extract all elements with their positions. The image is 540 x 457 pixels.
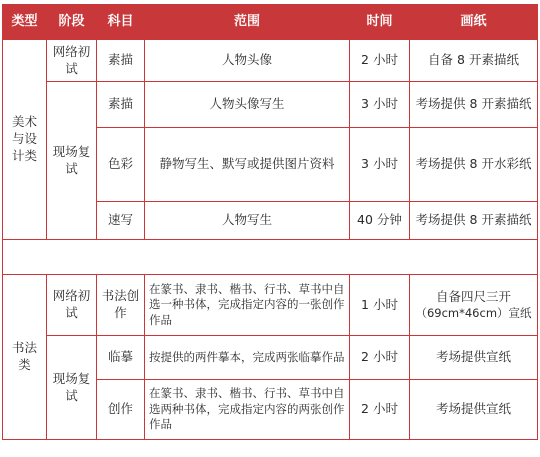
scope-cell: 静物写生、默写或提供图片资料 — [145, 128, 350, 202]
header-stage: 阶段 — [47, 5, 97, 40]
category-calligraphy: 书法类 — [3, 275, 47, 440]
spacer-cell — [3, 240, 538, 275]
time-cell: 2 小时 — [350, 40, 410, 82]
stage-online: 网络初试 — [47, 275, 97, 336]
scope-cell: 按提供的两件摹本，完成两张临摹作品 — [145, 336, 350, 380]
paper-cell: 考场提供宣纸 — [410, 380, 538, 440]
time-cell: 2 小时 — [350, 380, 410, 440]
table-header-row — [3, 5, 538, 40]
subject-cell: 素描 — [97, 40, 145, 82]
paper-cell: 考场提供宣纸 — [410, 336, 538, 380]
time-cell: 2 小时 — [350, 336, 410, 380]
header-subject: 科目 — [97, 5, 145, 40]
subject-cell: 书法创作 — [97, 275, 145, 336]
paper-cell: 考场提供 8 开素描纸 — [410, 82, 538, 128]
paper-size-note: （69cm*46cm）宣纸 — [415, 305, 532, 320]
subject-cell: 素描 — [97, 82, 145, 128]
time-cell: 40 分钟 — [350, 202, 410, 240]
paper-cell — [410, 275, 538, 336]
paper-main: 自备四尺三开 — [435, 288, 511, 304]
table-row — [3, 275, 538, 336]
subject-cell: 创作 — [97, 380, 145, 440]
header-scope: 范围 — [145, 5, 350, 40]
paper-cell: 考场提供 8 开素描纸 — [410, 202, 538, 240]
header-time: 时间 — [350, 5, 410, 40]
table-row — [3, 40, 538, 82]
scope-cell: 在篆书、隶书、楷书、行书、草书中自选两种书体，完成指定内容的两张创作作品 — [145, 380, 350, 440]
header-paper: 画纸 — [410, 5, 538, 40]
scope-cell: 人物写生 — [145, 202, 350, 240]
header-type: 类型 — [3, 5, 47, 40]
scope-cell: 人物头像写生 — [145, 82, 350, 128]
paper-cell: 自备 8 开素描纸 — [410, 40, 538, 82]
table-row — [3, 82, 538, 128]
table-row — [3, 336, 538, 380]
subject-cell: 色彩 — [97, 128, 145, 202]
spacer-row — [3, 240, 538, 275]
time-cell: 3 小时 — [350, 82, 410, 128]
scope-cell: 在篆书、隶书、楷书、行书、草书中自选一种书体，完成指定内容的一张创作作品 — [145, 275, 350, 336]
scope-cell: 人物头像 — [145, 40, 350, 82]
stage-online: 网络初试 — [47, 40, 97, 82]
subject-cell: 临摹 — [97, 336, 145, 380]
subject-cell: 速写 — [97, 202, 145, 240]
time-cell: 3 小时 — [350, 128, 410, 202]
time-cell: 1 小时 — [350, 275, 410, 336]
paper-cell: 考场提供 8 开水彩纸 — [410, 128, 538, 202]
stage-onsite: 现场复试 — [47, 336, 97, 440]
stage-onsite: 现场复试 — [47, 82, 97, 240]
exam-requirements-table — [2, 4, 538, 440]
category-art: 美术与设计类 — [3, 40, 47, 240]
